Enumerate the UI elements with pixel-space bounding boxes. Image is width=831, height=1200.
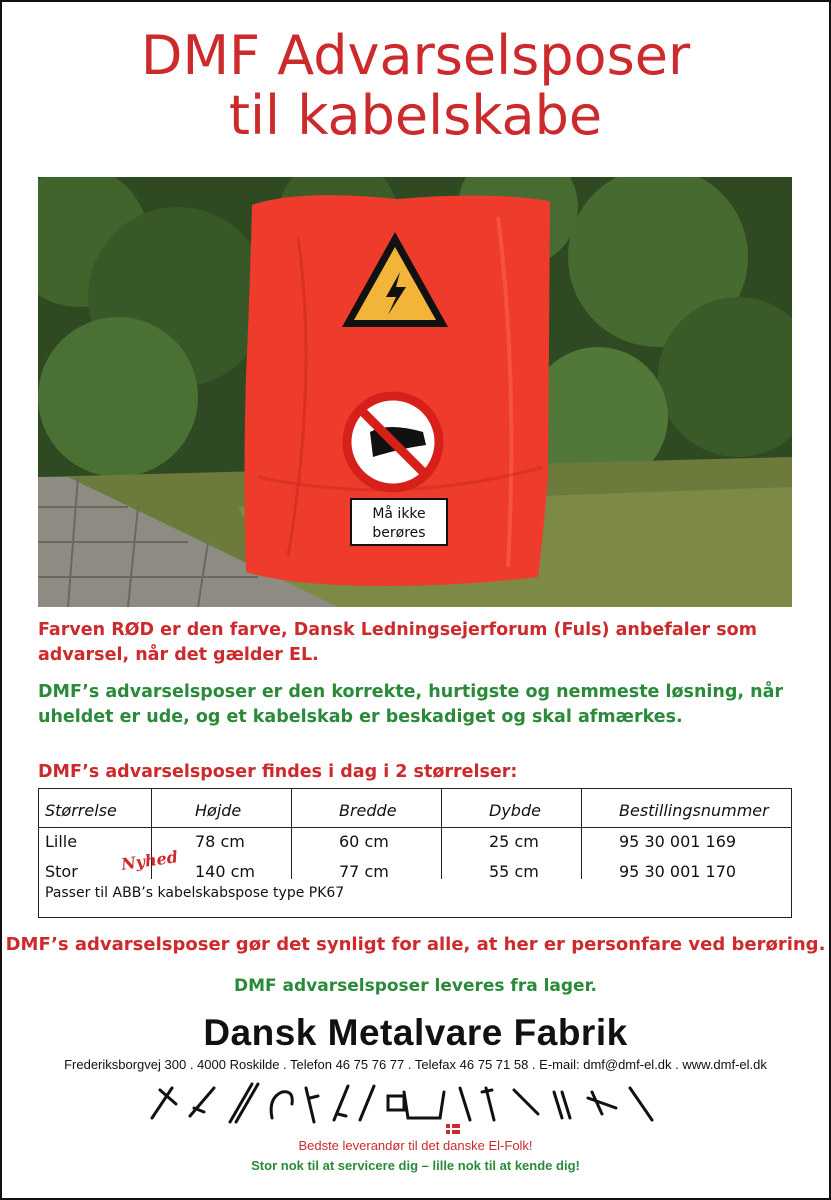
clamp-icon bbox=[152, 1088, 176, 1118]
slogan-service: Stor nok til at servicere dig – lille nok til at kende dig! bbox=[251, 1158, 580, 1173]
bolt-icon bbox=[482, 1088, 494, 1120]
box-connector-icon bbox=[388, 1096, 404, 1110]
table-divider bbox=[441, 789, 442, 879]
header-order-number: Bestillingsnummer bbox=[619, 801, 769, 820]
header-size: Størrelse bbox=[45, 801, 117, 820]
row-large-width: 77 cm bbox=[339, 862, 389, 881]
new-badge: Nyhed bbox=[119, 847, 179, 874]
product-photo bbox=[38, 177, 792, 607]
company-name: Dansk Metalvare Fabrik bbox=[203, 1012, 628, 1053]
ladder-strip-icon bbox=[230, 1084, 258, 1122]
sizes-table bbox=[38, 788, 792, 918]
table-note: Passer til ABB’s kabelskabspose type PK67 bbox=[45, 885, 345, 901]
bracket-icon bbox=[404, 1092, 444, 1118]
company-address: Frederiksborgvej 300 . 4000 Roskilde . Telefon 46 75 76 77 . Telefax 46 75 71 58 . E-mail: dmf@dmf-el.dk . www.dmf-el.dk bbox=[64, 1057, 767, 1072]
sign-line-1: Må ikke bbox=[372, 506, 426, 522]
header-width: Bredde bbox=[339, 801, 397, 820]
pin-icon bbox=[360, 1086, 374, 1120]
slogan-best-supplier: Bedste leverandør til det danske El-Folk! bbox=[298, 1138, 533, 1153]
screw-icon bbox=[334, 1086, 348, 1120]
paragraph-solution: DMF’s advarselsposer er den korrekte, hurtigste og nemmeste løsning, når uheldet er ude, og et kabelskab er beskadiget og skal afmærkes. bbox=[38, 682, 784, 727]
sign-line-2: berøres bbox=[372, 525, 426, 541]
table-header-divider bbox=[39, 827, 791, 828]
gear-clamp-icon bbox=[588, 1092, 616, 1114]
row-small-width: 60 cm bbox=[339, 832, 389, 851]
hook-icon bbox=[271, 1092, 292, 1118]
header-depth: Dybde bbox=[489, 801, 541, 820]
strap-icon bbox=[514, 1090, 538, 1114]
page-title bbox=[2, 26, 829, 146]
rail-icon bbox=[554, 1092, 570, 1118]
table-divider bbox=[581, 789, 582, 879]
danish-flag-icon bbox=[446, 1124, 460, 1134]
row-large-depth: 55 cm bbox=[489, 862, 539, 881]
row-small-height: 78 cm bbox=[195, 832, 245, 851]
product-illustrations bbox=[142, 1078, 702, 1128]
tie-icon bbox=[630, 1088, 652, 1120]
cable-gland-icon bbox=[190, 1088, 214, 1116]
terminal-icon bbox=[460, 1088, 470, 1120]
header-height: Højde bbox=[195, 801, 242, 820]
statement-stock: DMF advarselsposer leveres fra lager. bbox=[233, 976, 598, 996]
row-large-order-number: 95 30 001 170 bbox=[619, 862, 737, 881]
row-small-depth: 25 cm bbox=[489, 832, 539, 851]
spring-clip-icon bbox=[306, 1088, 318, 1122]
statement-visibility: DMF’s advarselsposer gør det synligt for alle, at her er personfare ved berøring. bbox=[5, 934, 826, 955]
row-small-size: Lille bbox=[45, 832, 78, 851]
paragraph-sizes-intro: DMF’s advarselsposer findes i dag i 2 størrelser: bbox=[38, 762, 518, 782]
table-divider bbox=[291, 789, 292, 879]
row-small-order-number: 95 30 001 169 bbox=[619, 832, 737, 851]
title-line-2: til kabelskabe bbox=[228, 84, 603, 147]
paragraph-color-red: Farven RØD er den farve, Dansk Ledningsejerforum (Fuls) anbefaler som advarsel, når det gælder EL. bbox=[38, 620, 757, 665]
row-large-height: 140 cm bbox=[195, 862, 256, 881]
row-large-size: Stor bbox=[45, 862, 78, 881]
title-line-1: DMF Advarselsposer bbox=[140, 24, 691, 87]
